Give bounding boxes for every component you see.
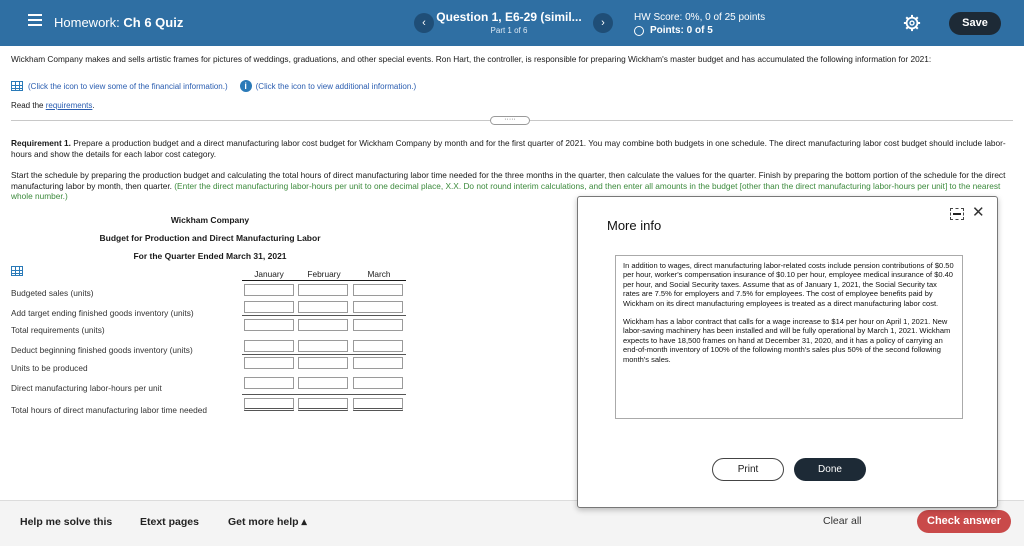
question-title: Question 1, E6-29 (simil... bbox=[436, 10, 582, 24]
requirement-1 bbox=[11, 138, 1011, 160]
info-paragraph-2: Wickham has a labor contract that calls for a wage increase to $14 per hour on April 1, 2021. New labor-saving machinery has been installed and will be fully operational by March 1, 2021. Wickham expects to have 18,500 frames on hand at December 31, 2020, and it has a policy of carrying an end-of-month inventory of 100% of the following month's sales plus 50% of the second following month's sales. bbox=[623, 317, 951, 364]
row-label-labor-hours-per-unit: Direct manufacturing labor-hours per unit bbox=[11, 383, 162, 393]
row-label-total-requirements: Total requirements (units) bbox=[11, 325, 105, 335]
input-total-hours-mar[interactable] bbox=[353, 398, 403, 411]
homework-label: Homework: bbox=[54, 15, 120, 30]
get-more-help-button[interactable]: Get more help ▴ bbox=[228, 516, 307, 528]
input-beginning-inv-mar[interactable] bbox=[353, 340, 403, 352]
input-beginning-inv-feb[interactable] bbox=[298, 340, 348, 352]
points-circle-icon bbox=[634, 26, 644, 36]
homework-name: Ch 6 Quiz bbox=[123, 15, 184, 30]
close-icon[interactable]: ✕ bbox=[972, 204, 985, 221]
input-target-ending-jan[interactable] bbox=[244, 301, 294, 313]
input-budgeted-sales-mar[interactable] bbox=[353, 284, 403, 296]
check-answer-button[interactable]: Check answer bbox=[917, 510, 1011, 533]
homework-title bbox=[54, 15, 183, 30]
input-total-hours-feb[interactable] bbox=[298, 398, 348, 411]
input-beginning-inv-jan[interactable] bbox=[244, 340, 294, 352]
subtotal-line bbox=[242, 394, 406, 395]
row-label-units-produced: Units to be produced bbox=[11, 363, 88, 373]
row-label-beginning-inventory: Deduct beginning finished goods inventory (units) bbox=[11, 345, 193, 355]
input-hours-per-unit-mar[interactable] bbox=[353, 377, 403, 389]
minimize-icon[interactable] bbox=[950, 208, 964, 220]
input-units-produced-jan[interactable] bbox=[244, 357, 294, 369]
month-header-march: March bbox=[367, 269, 391, 279]
info-icon[interactable]: i bbox=[240, 80, 252, 92]
more-info-dialog bbox=[577, 196, 998, 508]
schedule-period: For the Quarter Ended March 31, 2021 bbox=[133, 251, 287, 261]
input-budgeted-sales-feb[interactable] bbox=[298, 284, 348, 296]
input-total-req-jan[interactable] bbox=[244, 319, 294, 331]
done-button[interactable]: Done bbox=[794, 458, 866, 481]
row-label-target-ending-inventory: Add target ending finished goods inventory (units) bbox=[11, 308, 194, 318]
additional-info-link[interactable]: (Click the icon to view additional information.) bbox=[255, 81, 417, 91]
top-bar bbox=[0, 0, 1024, 46]
instructions-note: (Enter the direct manufacturing labor-hours per unit to one decimal place, X.X. Do not round interim calculations, and then enter all amounts in the budget [other than the direct manufacturing labor-hours per unit] to the nearest whole number.) bbox=[11, 180, 1001, 201]
read-prefix: Read the bbox=[11, 101, 46, 110]
subtotal-line bbox=[242, 315, 406, 316]
instructions-text: Start the schedule by preparing the production budget and calculating the total hours of direct manufacturing labor time needed for the three months in the quarter, then calculate the values for the quarter. Finish by preparing the bottom portion of the schedule for the direct manufacturing labor by month, then quarter. bbox=[11, 170, 1006, 191]
input-total-req-mar[interactable] bbox=[353, 319, 403, 331]
table-grid-icon[interactable] bbox=[11, 81, 23, 91]
input-budgeted-sales-jan[interactable] bbox=[244, 284, 294, 296]
input-target-ending-mar[interactable] bbox=[353, 301, 403, 313]
next-question-button[interactable]: › bbox=[593, 13, 613, 33]
question-part: Part 1 of 6 bbox=[490, 26, 528, 35]
row-label-total-labor-hours: Total hours of direct manufacturing labor time needed bbox=[11, 405, 208, 415]
requirement-text: Prepare a production budget and a direct manufacturing labor cost budget for Wickham Company by month and for the first quarter of 2021. You may combine both budgets in one schedule. The direct manufacturing labor cost budget should include labor-hours and show the details for each labor cost category. bbox=[11, 138, 1006, 159]
etext-pages-button[interactable]: Etext pages bbox=[140, 516, 199, 528]
read-requirements bbox=[11, 101, 95, 110]
subtotal-line bbox=[242, 354, 406, 355]
company-name: Wickham Company bbox=[170, 215, 250, 225]
save-button[interactable]: Save bbox=[949, 12, 1001, 35]
input-target-ending-feb[interactable] bbox=[298, 301, 348, 313]
requirements-link[interactable]: requirements bbox=[45, 101, 93, 110]
month-header-january: January bbox=[254, 269, 284, 279]
header-underline bbox=[242, 280, 406, 281]
gear-icon[interactable] bbox=[903, 14, 921, 32]
info-text-box bbox=[615, 255, 963, 419]
print-button[interactable]: Print bbox=[712, 458, 784, 481]
points-text: Points: 0 of 5 bbox=[650, 25, 713, 36]
info-paragraph-1: In addition to wages, direct manufacturing labor-related costs include pension contributions of $0.50 per hour, worker's compensation insurance of $0.10 per hour, employee medical insurance of $0.40 per hour, and Social Security taxes. Assume that as of January 1, 2021, the Social Security tax rates are 7.5% for employers and 7.5% for employees. The cost of employee benefits paid by Wickham on its direct manufacturing employees is treated as a direct manufacturing labor cost. bbox=[623, 261, 954, 308]
requirement-label: Requirement 1. bbox=[11, 138, 71, 148]
schedule-grid-icon[interactable] bbox=[11, 266, 23, 276]
input-total-hours-jan[interactable] bbox=[244, 398, 294, 411]
dialog-title: More info bbox=[607, 218, 662, 233]
input-total-req-feb[interactable] bbox=[298, 319, 348, 331]
schedule-title: Budget for Production and Direct Manufacturing Labor bbox=[99, 233, 321, 243]
menu-icon[interactable] bbox=[28, 14, 42, 28]
input-units-produced-feb[interactable] bbox=[298, 357, 348, 369]
read-suffix: . bbox=[92, 101, 95, 110]
help-me-solve-button[interactable]: Help me solve this bbox=[20, 516, 113, 528]
financial-info-link[interactable]: (Click the icon to view some of the financial information.) bbox=[28, 81, 228, 91]
row-label-budgeted-sales: Budgeted sales (units) bbox=[11, 288, 94, 298]
problem-intro: Wickham Company makes and sells artistic frames for pictures of weddings, graduations, and other special events. Ron Hart, the controller, is responsible for preparing Wickham's master budget and has accumulated the following information for 2021: bbox=[11, 54, 932, 64]
clear-all-button[interactable]: Clear all bbox=[823, 515, 862, 527]
hw-score: HW Score: 0%, 0 of 25 points bbox=[634, 12, 766, 23]
month-header-february: February bbox=[307, 269, 341, 279]
input-units-produced-mar[interactable] bbox=[353, 357, 403, 369]
prev-question-button[interactable]: ‹ bbox=[414, 13, 434, 33]
input-hours-per-unit-jan[interactable] bbox=[244, 377, 294, 389]
input-hours-per-unit-feb[interactable] bbox=[298, 377, 348, 389]
info-links bbox=[11, 80, 416, 92]
points bbox=[634, 25, 713, 36]
expand-handle[interactable]: ····· bbox=[490, 116, 530, 125]
